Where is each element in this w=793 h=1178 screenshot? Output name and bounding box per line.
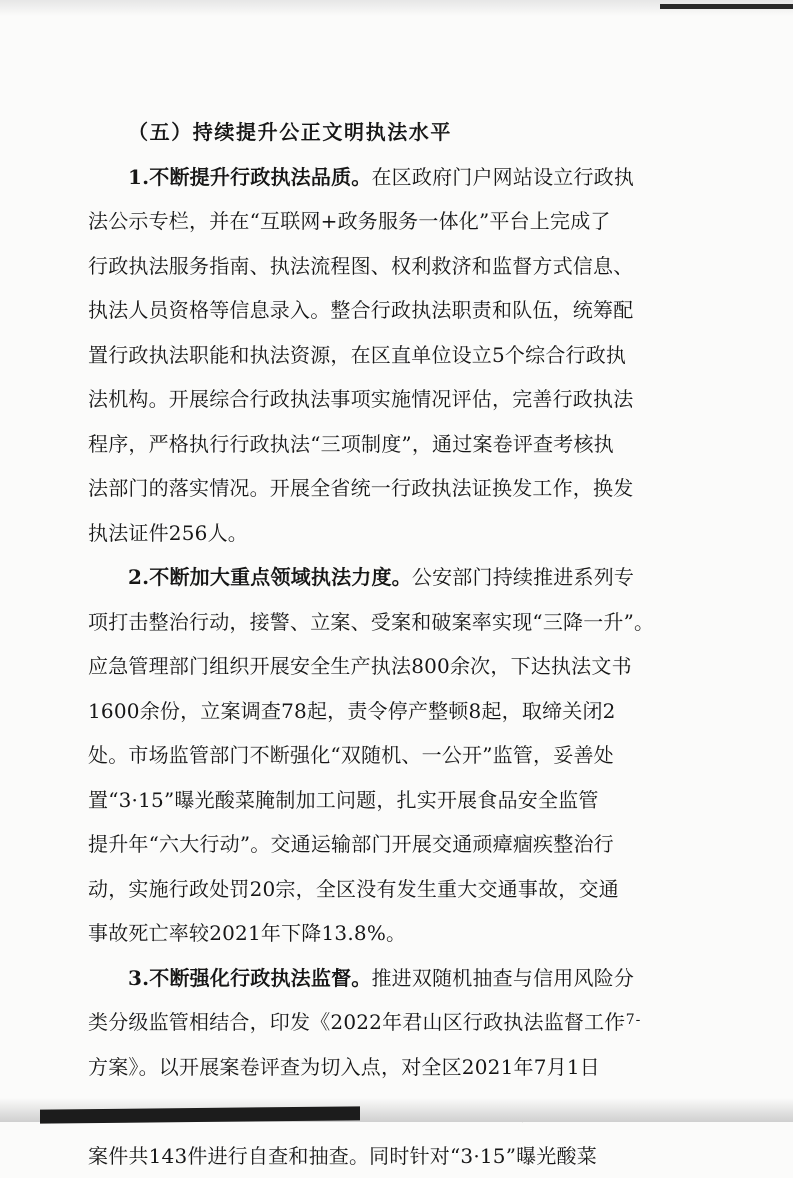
paragraph-line: 动，实施行政处罚20宗，全区没有发生重大交通事故，交通 — [88, 867, 688, 912]
section-heading: （五）持续提升公正文明执法水平 — [88, 110, 688, 155]
paragraph-title: 3.不断强化行政执法监督。 — [128, 966, 371, 990]
paragraph-line: 项打击整治行动，接警、立案、受案和破案率实现“三降一升”。 — [88, 600, 688, 645]
paragraph-1 — [88, 155, 688, 556]
scan-edge-mark — [660, 4, 793, 9]
paragraph-title: 2.不断加大重点领域执法力度。 — [128, 565, 412, 589]
paragraph-line: 事故死亡率较2021年下降13.8%。 — [88, 911, 688, 956]
paragraph-line: 处。市场监管部门不断强化“双随机、一公开”监管，妥善处 — [88, 733, 688, 778]
paragraph-line — [88, 956, 688, 1001]
paragraph-line: 行政执法服务指南、执法流程图、权利救济和监督方式信息、 — [88, 244, 688, 289]
paragraph-text: 公安部门持续推进系列专 — [412, 565, 634, 589]
paragraph-line — [88, 155, 688, 200]
paragraph-line: 1600余份，立案调查78起，责令停产整顿8起，取缔关闭2 — [88, 689, 688, 734]
paragraph-line: 执法人员资格等信息录入。整合行政执法职责和队伍，统筹配 — [88, 288, 688, 333]
paragraph-line: 应急管理部门组织开展安全生产执法800余次，下达执法文书 — [88, 644, 688, 689]
paragraph-2 — [88, 555, 688, 956]
paragraph-line: 置“3·15”曝光酸菜腌制加工问题，扎实开展食品安全监管 — [88, 778, 688, 823]
paragraph-text: 推进双随机抽查与信用风险分 — [371, 966, 634, 990]
paragraph-line: 法公示专栏，并在“互联网+政务服务一体化”平台上完成了 — [88, 199, 688, 244]
paragraph-line: 类分级监管相结合，印发《2022年君山区行政执法监督工作 — [88, 1000, 688, 1045]
paragraph-line: 置行政执法职能和执法资源，在区直单位设立5个综合行政执 — [88, 333, 688, 378]
paragraph-3 — [88, 956, 688, 1178]
paragraph-text: 在区政府门户网站设立行政执 — [371, 165, 634, 189]
document-body — [88, 110, 688, 1178]
paragraph-line — [88, 555, 688, 600]
paragraph-line: 提升年“六大行动”。交通运输部门开展交通顽瘴痼疾整治行 — [88, 822, 688, 867]
paragraph-line: 案件共143件进行自查和抽查。同时针对“3·15”曝光酸菜 — [88, 1134, 688, 1178]
paragraph-line: 方案》。以开展案卷评查为切入点，对全区2021年7月1日 — [88, 1045, 688, 1090]
paragraph-title: 1.不断提升行政执法品质。 — [128, 165, 371, 189]
paragraph-line: 执法证件256人。 — [88, 511, 688, 556]
paragraph-line: 程序，严格执行行政执法“三项制度”，通过案卷评查考核执 — [88, 422, 688, 467]
paragraph-line: 法机构。开展综合行政执法事项实施情况评估，完善行政执法 — [88, 377, 688, 422]
page-number: -7- — [620, 1012, 641, 1028]
paragraph-line: 法部门的落实情况。开展全省统一行政执法证换发工作，换发 — [88, 466, 688, 511]
